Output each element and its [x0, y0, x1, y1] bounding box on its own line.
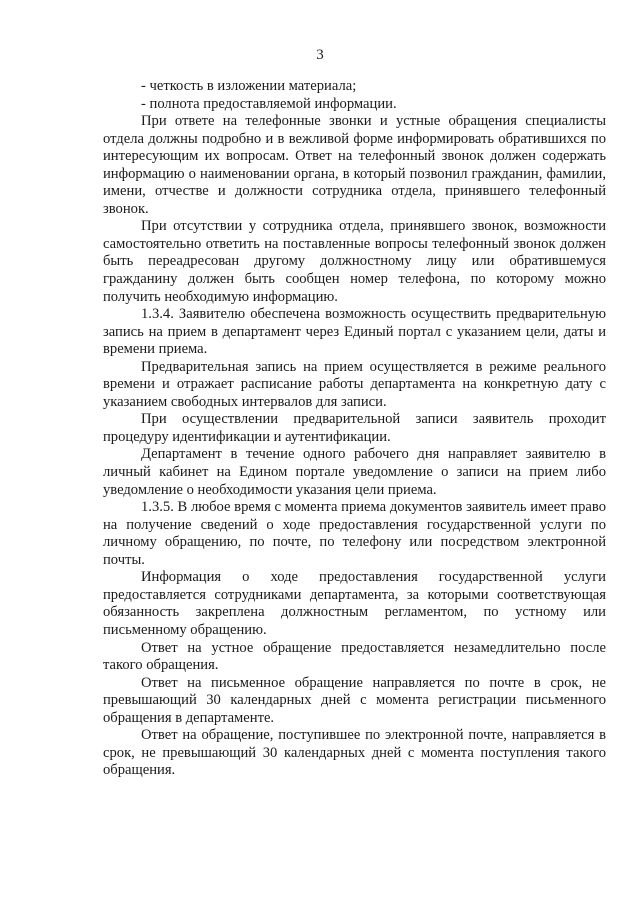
page-number: 3 [316, 47, 324, 63]
list-item-completeness: - полнота предоставляемой информации. [141, 95, 397, 112]
paragraph-phone-calls: При ответе на телефонные звонки и устные обращения специалисты отдела должны подробно и в вежливой форме информировать обратившихся по интересующим их вопросам. Ответ на телефонный звонок должен содержать информацию о наименовании органа, в который позвонил гражданин, фамилии, имени, отчестве и должности сотрудника отдела, принявшего телефонный звонок. [103, 113, 606, 217]
paragraph-email-reply: Ответ на обращение, поступившее по электронной почте, направляется в срок, не превышающий 30 календарных дней с момента поступления такого обращения. [103, 727, 606, 779]
paragraph-notification: Департамент в течение одного рабочего дня направляет заявителю в личный кабинет на Едином портале уведомление о записи на прием либо уведомление о необходимости указания цели приема. [103, 446, 606, 498]
paragraph-realtime-booking: Предварительная запись на прием осуществляется в режиме реального времени и отражает расписание работы департамента на конкретную дату с указанием свободных интервалов для записи. [103, 358, 606, 410]
paragraph-identification: При осуществлении предварительной записи заявитель проходит процедуру идентификации и аутентификации. [103, 411, 606, 445]
list-item-clarity: - четкость в изложении материала; [141, 78, 357, 94]
paragraph-progress-info: Информация о ходе предоставления государственной услуги предоставляется сотрудниками департамента, за которыми соответствующая обязанность закреплена должностным регламентом, по устному или письменному обращению. [103, 569, 606, 638]
paragraph-1-3-5: 1.3.5. В любое время с момента приема документов заявитель имеет право на получение сведений о ходе предоставления государственной услуги по личному обращению, по почте, по телефону или посредством электронной почты. [103, 499, 606, 568]
paragraph-written-reply: Ответ на письменное обращение направляется по почте в срок, не превышающий 30 календарных дней с момента регистрации письменного обращения в департаменте. [103, 674, 606, 726]
paragraph-oral-reply: Ответ на устное обращение предоставляется незамедлительно после такого обращения. [103, 639, 606, 674]
paragraph-1-3-4: 1.3.4. Заявителю обеспечена возможность осуществить предварительную запись на прием в департамент через Единый портал с указанием цели, даты и времени приема. [103, 306, 606, 358]
document-body [103, 78, 606, 780]
paragraph-redirect-call: При отсутствии у сотрудника отдела, принявшего звонок, возможности самостоятельно ответить на поставленные вопросы телефонный звонок должен быть переадресован другому должностному лицу или обратившемуся гражданину должен быть сообщен номер телефона, по которому можно получить необходимую информацию. [103, 218, 606, 305]
